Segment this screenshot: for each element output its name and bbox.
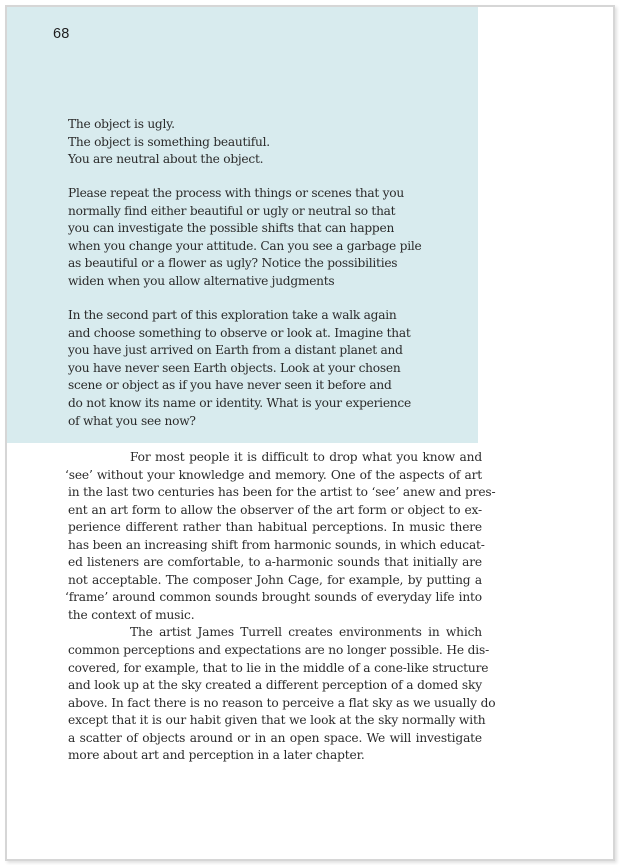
text-line: ed listeners are comfortable, to a-harmonic sounds that initially are — [68, 555, 482, 570]
text-line: ‘frame’ around common sounds brought sounds of everyday life into — [65, 590, 482, 605]
book-page — [5, 5, 615, 861]
text-line: The artist James Turrell creates environments in which — [130, 625, 482, 640]
text-line: the context of music. — [68, 607, 195, 622]
text-line: ‘see’ without your knowledge and memory. One of the aspects of art — [65, 467, 482, 482]
statement-beautiful: The object is something beautiful. — [68, 134, 270, 149]
text-line: you have just arrived on Earth from a distant planet and — [68, 343, 403, 358]
text-line: more about art and perception in a later chapter. — [68, 748, 365, 763]
text-line: in the last two centuries has been for the artist to ‘see’ anew and pres- — [68, 485, 496, 500]
exercise-callout-box — [7, 7, 478, 443]
text-line: For most people it is difficult to drop what you know and — [130, 450, 482, 464]
statement-list — [68, 116, 448, 169]
text-line: you have never seen Earth objects. Look at your chosen — [68, 360, 401, 375]
text-line: widen when you allow alternative judgments — [68, 273, 335, 288]
body-paragraph-perception — [65, 449, 496, 624]
callout-paragraph-repeat-process — [68, 185, 448, 291]
text-line: as beautiful or a flower as ugly? Notice the possibilities — [68, 256, 398, 271]
text-line: when you change your attitude. Can you see a garbage pile — [68, 238, 422, 253]
text-line: above. In fact there is no reason to perceive a flat sky as we usually do — [68, 695, 496, 710]
text-line: normally find either beautiful or ugly or neutral so that — [68, 203, 396, 218]
text-line: a scatter of objects around or in an open space. We will investigate — [68, 730, 482, 745]
text-line: In the second part of this exploration take a walk again — [68, 308, 397, 322]
text-line: ent an art form to allow the observer of the art form or object to ex- — [68, 502, 482, 517]
statement-ugly: The object is ugly. — [68, 117, 175, 131]
text-line: has been an increasing shift from harmonic sounds, in which educat- — [68, 537, 485, 552]
text-line: do not know its name or identity. What is your experience — [68, 395, 411, 410]
text-line: perience different rather than habitual perceptions. In music there — [68, 520, 482, 535]
body-paragraph-turrell — [68, 624, 496, 764]
body-text — [65, 449, 496, 765]
text-line: covered, for example, that to lie in the middle of a cone-like structure — [68, 660, 489, 675]
text-line: not acceptable. The composer John Cage, for example, by putting a — [68, 572, 482, 587]
text-line: of what you see now? — [68, 413, 196, 428]
text-line: common perceptions and expectations are no longer possible. He dis- — [68, 643, 490, 658]
text-line: scene or object as if you have never seen it before and — [68, 378, 392, 393]
text-line: Please repeat the process with things or scenes that you — [68, 186, 404, 200]
text-line: and look up at the sky created a different perception of a domed sky — [68, 678, 482, 693]
statement-neutral: You are neutral about the object. — [68, 152, 264, 167]
text-line: except that it is our habit given that we look at the sky normally with — [68, 713, 486, 728]
text-line: you can investigate the possible shifts that can happen — [68, 221, 395, 236]
text-line: and choose something to observe or look at. Imagine that — [68, 325, 411, 340]
callout-paragraph-second-part — [68, 307, 448, 430]
page-number: 68 — [53, 26, 70, 42]
